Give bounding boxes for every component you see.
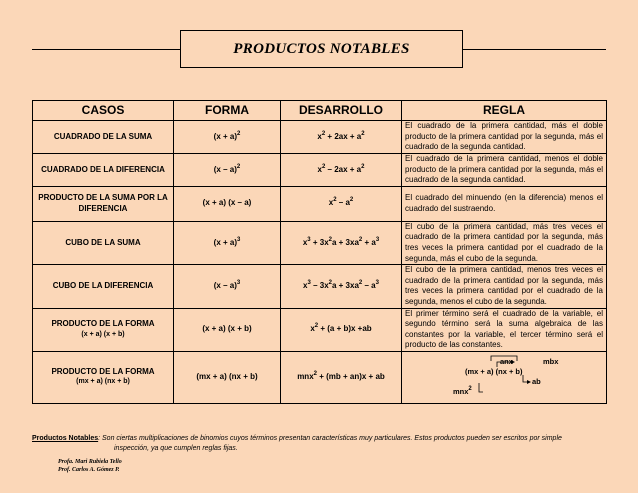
forma-base: (x + a) (x + b): [202, 324, 252, 334]
forma-base: (x + a): [213, 131, 237, 141]
caso-cell: [33, 154, 174, 187]
forma-exponent: 2: [237, 130, 241, 137]
title-rule-right: [463, 49, 606, 50]
caso-sublabel: (mx + a) (nx + b): [76, 378, 130, 386]
desarrollo-term: – a: [336, 198, 350, 208]
forma-cell: [174, 221, 281, 264]
desarrollo-term: x: [302, 237, 308, 247]
footer-note: [32, 434, 612, 454]
caso-label: CUADRADO DE LA SUMA: [53, 131, 153, 141]
caso-cell: [33, 351, 174, 403]
regla-cell: El primer término será el cuadrado de la variable, el segundo término será la suma algebraica de las constantes por la variable, el tercer término será el producto de las constantes.: [402, 308, 607, 351]
title-rule-left: [32, 49, 180, 50]
caso-label: PRODUCTO DE LA SUMA POR LA DIFERENCIA: [38, 193, 168, 213]
products-table: [32, 100, 607, 404]
caso-cell: [33, 221, 174, 264]
author-1: Profa. Mari Rubiela Tello: [58, 459, 122, 465]
footer-text-2: inspección, ya que cumplen reglas fijas.: [114, 445, 238, 452]
diagram-ab: ab: [532, 377, 541, 387]
forma-cell: [174, 121, 281, 154]
caso-cell: [33, 186, 174, 221]
forma-exponent: 2: [236, 163, 241, 170]
forma-cell: [174, 154, 281, 187]
regla-cell: El cuadrado del minuendo (en la diferencia) menos el cuadrado del sustraendo.: [402, 186, 607, 221]
desarrollo-exponent: 2: [358, 236, 363, 243]
forma-exponent: 3: [237, 236, 241, 243]
desarrollo-exponent: 2: [328, 236, 332, 243]
desarrollo-exponent: 3: [375, 280, 379, 287]
desarrollo-term: mnx: [297, 372, 314, 382]
diagram-mnx-base: mnx: [453, 387, 469, 397]
caso-label: CUBO DE LA DIFERENCIA: [52, 281, 154, 291]
regla-cell: El cuadrado de la primera cantidad, más el doble producto de la primera cantidad por la segunda, más el cuadrado de la segunda cantidad.: [402, 121, 607, 154]
header-forma: FORMA: [174, 101, 281, 121]
table-row: [33, 265, 607, 308]
desarrollo-term: x: [317, 131, 322, 141]
forma-base: (mx + a) (nx + b): [196, 372, 258, 382]
desarrollo-cell: [281, 121, 402, 154]
desarrollo-exponent: 2: [321, 130, 326, 137]
table-row: [33, 121, 607, 154]
desarrollo-exponent: 2: [358, 280, 363, 287]
forma-cell: [174, 351, 281, 403]
regla-cell: [402, 351, 607, 403]
forma-base: (x – a): [213, 164, 237, 174]
caso-sublabel: (x + a) (x + b): [81, 330, 125, 338]
desarrollo-exponent: 2: [313, 371, 317, 378]
forma-base: (x + a): [213, 237, 237, 247]
caso-label: CUADRADO DE LA DIFERENCIA: [41, 164, 165, 174]
table-header-row: [33, 101, 607, 121]
caso-cell: [33, 308, 174, 351]
forma-base: (x – a): [213, 281, 237, 291]
caso-label: PRODUCTO DE LA FORMA: [51, 319, 155, 329]
forma-cell: [174, 265, 281, 308]
desarrollo-exponent: 3: [375, 236, 380, 243]
desarrollo-term: + (a + b)x +ab: [318, 324, 372, 334]
authors: [58, 458, 122, 474]
desarrollo-term: + 3x: [310, 237, 329, 247]
desarrollo-term: + 2ax + a: [325, 131, 362, 141]
table-row: [33, 351, 607, 403]
desarrollo-term: + (mb + an)x + ab: [316, 372, 385, 382]
desarrollo-exponent: 2: [361, 163, 365, 170]
desarrollo-cell: [281, 221, 402, 264]
desarrollo-exponent: 3: [307, 280, 311, 287]
regla-cell: El cubo de la primera cantidad, más tres veces el cuadrado de la primera cantidad por la segunda, más tres veces la primera cantidad por el cuadrado de la segunda, más el cubo de la segunda.: [402, 221, 607, 264]
desarrollo-term: – a: [362, 281, 376, 291]
table-row: [33, 154, 607, 187]
regla-cell: El cubo de la primera cantidad, menos tres veces el cuadrado de la primera cantidad por la segunda, más tres veces la primera cantidad por el cuadrado de la segunda, menos el cubo de la segunda.: [402, 265, 607, 308]
desarrollo-term: x: [328, 198, 334, 208]
desarrollo-exponent: 2: [333, 197, 337, 204]
caso-cell: [33, 121, 174, 154]
diagram-product: (mx + a) (nx + b): [465, 367, 523, 377]
diagram-mbx: mbx: [543, 357, 559, 367]
desarrollo-term: – 3x: [310, 281, 329, 291]
desarrollo-term: x: [310, 324, 315, 334]
desarrollo-exponent: 2: [361, 130, 365, 137]
header-casos: CASOS: [33, 101, 174, 121]
desarrollo-term: x: [317, 164, 322, 174]
desarrollo-term: + a: [362, 237, 376, 247]
regla-diagram: [405, 355, 603, 399]
desarrollo-term: a + 3xa: [331, 237, 359, 247]
desarrollo-term: – 2ax + a: [325, 164, 362, 174]
desarrollo-exponent: 3: [307, 236, 311, 243]
desarrollo-exponent: 2: [314, 323, 319, 330]
footer-text-1: : Son ciertas multiplicaciones de binomios cuyos términos presentan características muy particulares. Estos productos pueden ser escritos por simple: [98, 435, 562, 442]
header-desarrollo: DESARROLLO: [281, 101, 402, 121]
desarrollo-cell: [281, 186, 402, 221]
diagram-mnx-exp: 2: [468, 386, 472, 393]
desarrollo-term: a + 3xa: [331, 281, 359, 291]
diagram-anx: anx: [500, 357, 513, 367]
caso-label: CUBO DE LA SUMA: [65, 237, 141, 247]
table-row: [33, 186, 607, 221]
desarrollo-exponent: 2: [328, 280, 332, 287]
page-title: PRODUCTOS NOTABLES: [180, 30, 463, 68]
forma-exponent: 3: [236, 280, 241, 287]
desarrollo-cell: [281, 265, 402, 308]
forma-cell: [174, 186, 281, 221]
diagram-mnx: [453, 387, 472, 398]
desarrollo-exponent: 2: [321, 163, 326, 170]
author-2: Prof. Carlos A. Gómez P.: [58, 467, 120, 473]
forma-base: (x + a) (x – a): [202, 198, 252, 208]
forma-cell: [174, 308, 281, 351]
desarrollo-cell: [281, 308, 402, 351]
desarrollo-cell: [281, 154, 402, 187]
caso-label: PRODUCTO DE LA FORMA: [51, 366, 155, 376]
regla-cell: El cuadrado de la primera cantidad, menos el doble producto de la primera cantidad por la segunda, más el cuadrado de la segunda cantidad.: [402, 154, 607, 187]
desarrollo-exponent: 2: [349, 197, 354, 204]
table-row: [33, 221, 607, 264]
desarrollo-cell: [281, 351, 402, 403]
footer-label: Productos Notables: [32, 435, 99, 442]
caso-cell: [33, 265, 174, 308]
table-row: [33, 308, 607, 351]
desarrollo-term: x: [303, 281, 308, 291]
header-regla: REGLA: [402, 101, 607, 121]
